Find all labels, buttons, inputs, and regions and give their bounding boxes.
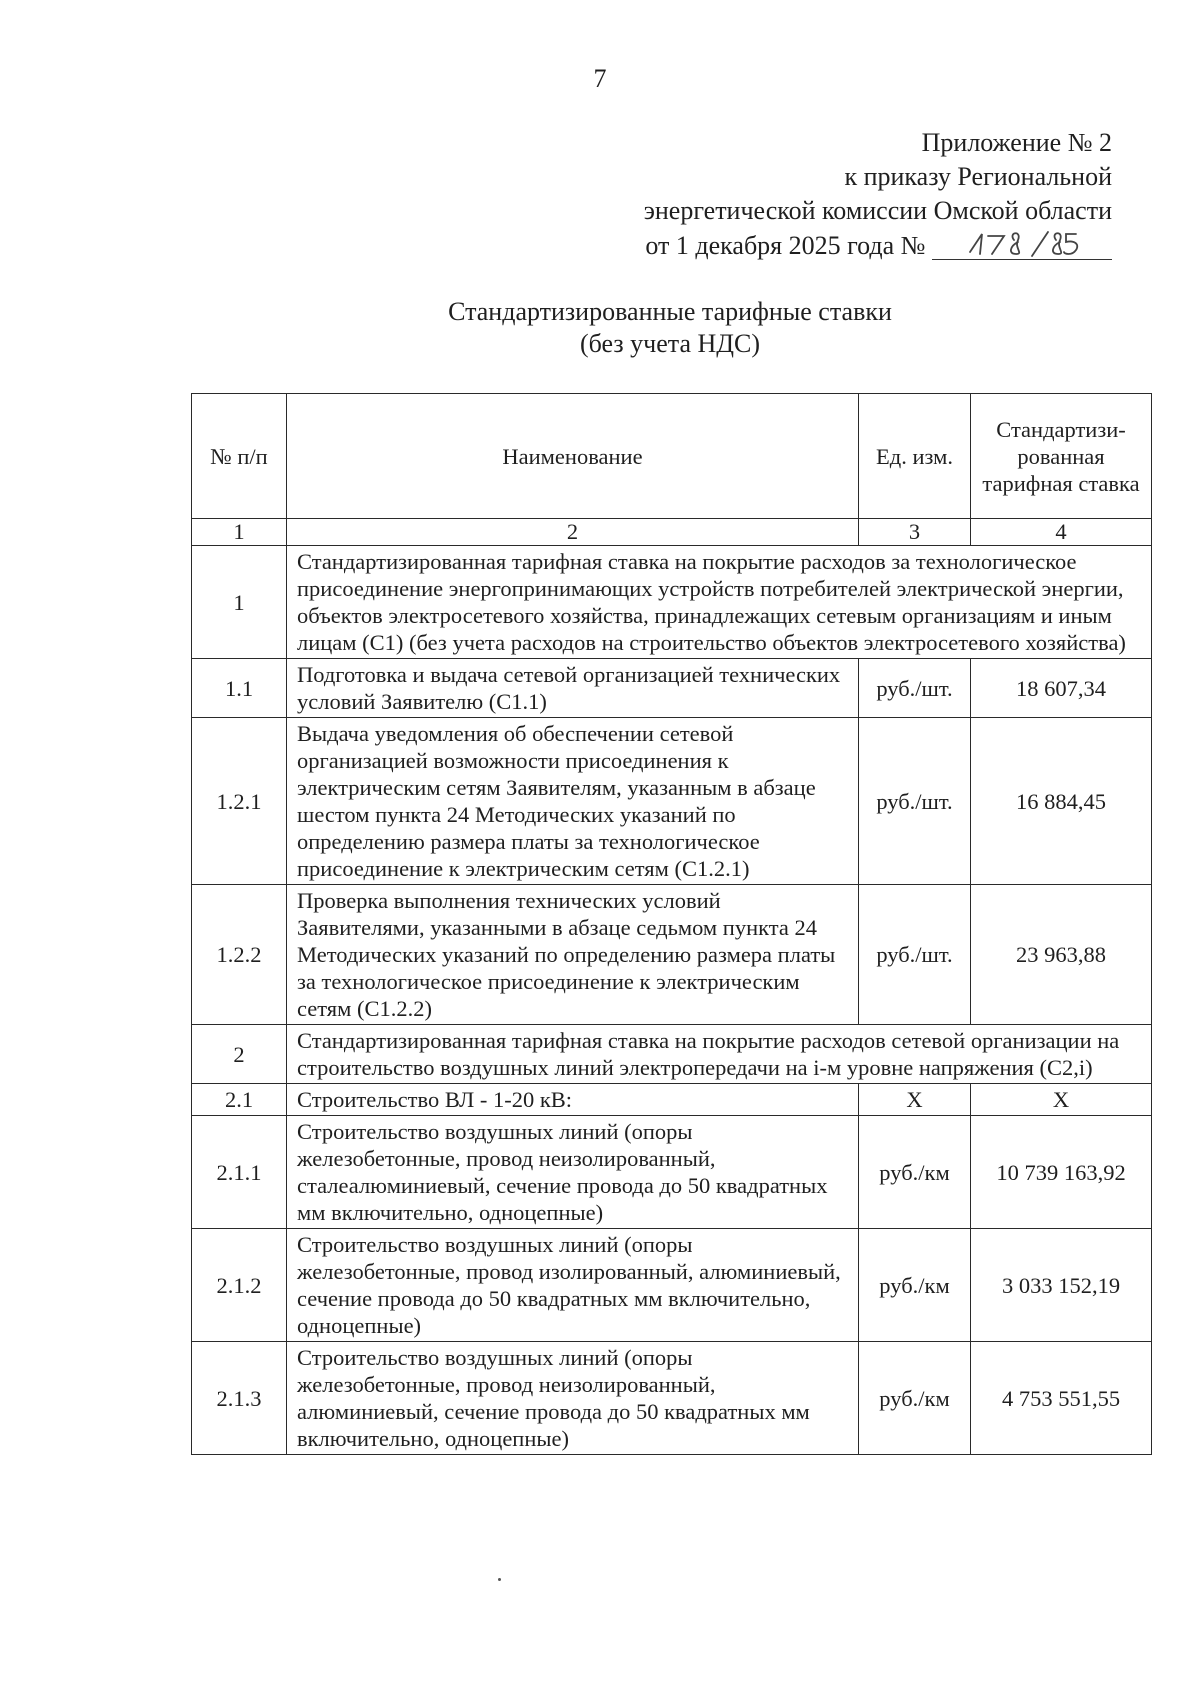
table-row	[192, 718, 1152, 885]
row-rate: 23 963,88	[971, 885, 1152, 1025]
table-row	[192, 1084, 1152, 1116]
table-row	[192, 885, 1152, 1025]
table-row	[192, 1342, 1152, 1455]
table-row	[192, 1025, 1152, 1084]
row-name: Проверка выполнения технических условий Заявителями, указанными в абзаце седьмом пункта 24 Методических указаний по определению размера платы за технологическое присоединение к электрическим сетям (С1.2.2)	[287, 885, 859, 1025]
row-unit: руб./км	[859, 1342, 971, 1455]
row-number: 2.1.1	[192, 1116, 287, 1229]
row-name: Строительство ВЛ - 1-20 кВ:	[287, 1084, 859, 1116]
row-name: Стандартизированная тарифная ставка на покрытие расходов за технологическое присоединение энергопринимающих устройств потребителей электрической энергии, объектов электросетевого хозяйства, принадлежащих сетевым организациям и иным лицам (С1) (без учета расходов на строительство объектов электросетевого хозяйства)	[287, 546, 1152, 659]
appendix-line-2: к приказу Региональной	[844, 162, 1112, 191]
title-line-2: (без учета НДС)	[579, 329, 761, 358]
row-number: 2.1.2	[192, 1229, 287, 1342]
row-number: 2.1	[192, 1084, 287, 1116]
column-number: 2	[287, 519, 859, 546]
row-number: 1	[192, 546, 287, 659]
table-row	[192, 1116, 1152, 1229]
row-rate: 16 884,45	[971, 718, 1152, 885]
row-rate: 18 607,34	[971, 659, 1152, 718]
column-number: 1	[192, 519, 287, 546]
row-name: Выдача уведомления об обеспечении сетевой организацией возможности присоединения к электрическим сетям Заявителям, указанным в абзаце шестом пункта 24 Методических указаний по определению размера платы за технологическое присоединение к электрическим сетям (С1.2.1)	[287, 718, 859, 885]
row-name: Строительство воздушных линий (опоры железобетонные, провод неизолированный, сталеалюминиевый, сечение провода до 50 квадратных мм включительно, одноцепные)	[287, 1116, 859, 1229]
table-header-row	[192, 394, 1152, 519]
tariff-rates-table	[191, 393, 1152, 1455]
row-rate: 4 753 551,55	[971, 1342, 1152, 1455]
row-unit: Х	[859, 1084, 971, 1116]
row-unit: руб./шт.	[859, 718, 971, 885]
handwritten-order-number-icon	[952, 228, 1092, 258]
header-number: № п/п	[192, 394, 287, 519]
row-unit: руб./км	[859, 1116, 971, 1229]
row-unit: руб./шт.	[859, 659, 971, 718]
row-name: Подготовка и выдача сетевой организацией технических условий Заявителю (С1.1)	[287, 659, 859, 718]
column-number: 3	[859, 519, 971, 546]
row-number: 1.2.2	[192, 885, 287, 1025]
row-unit: руб./шт.	[859, 885, 971, 1025]
header-rate: Стандартизи-рованная тарифная ставка	[971, 394, 1152, 519]
appendix-line-1: Приложение № 2	[921, 128, 1112, 157]
title-line-1: Стандартизированные тарифные ставки	[448, 297, 892, 326]
row-number: 2	[192, 1025, 287, 1084]
row-number: 1.1	[192, 659, 287, 718]
document-title	[0, 296, 1200, 360]
appendix-header	[644, 126, 1112, 263]
appendix-line-3: энергетической комиссии Омской области	[643, 196, 1112, 225]
scan-speck	[498, 1578, 501, 1581]
table-row	[192, 1229, 1152, 1342]
header-name: Наименование	[287, 394, 859, 519]
column-number: 4	[971, 519, 1152, 546]
row-number: 2.1.3	[192, 1342, 287, 1455]
row-rate: 3 033 152,19	[971, 1229, 1152, 1342]
appendix-line-4: от 1 декабря 2025 года №	[645, 231, 926, 260]
row-number: 1.2.1	[192, 718, 287, 885]
row-unit: руб./км	[859, 1229, 971, 1342]
appendix-order-line	[644, 228, 1112, 263]
row-name: Строительство воздушных линий (опоры железобетонные, провод неизолированный, алюминиевый, сечение провода до 50 квадратных мм включительно, одноцепные)	[287, 1342, 859, 1455]
column-numbers-row	[192, 519, 1152, 546]
row-rate: Х	[971, 1084, 1152, 1116]
row-name: Строительство воздушных линий (опоры железобетонные, провод изолированный, алюминиевый, сечение провода до 50 квадратных мм включительно, одноцепные)	[287, 1229, 859, 1342]
header-unit: Ед. изм.	[859, 394, 971, 519]
row-rate: 10 739 163,92	[971, 1116, 1152, 1229]
page-number: 7	[593, 64, 607, 93]
row-name: Стандартизированная тарифная ставка на покрытие расходов сетевой организации на строительство воздушных линий электропередачи на i-м уровне напряжения (С2,i)	[287, 1025, 1152, 1084]
order-number-handwritten	[932, 228, 1112, 260]
table-row	[192, 546, 1152, 659]
table-row	[192, 659, 1152, 718]
